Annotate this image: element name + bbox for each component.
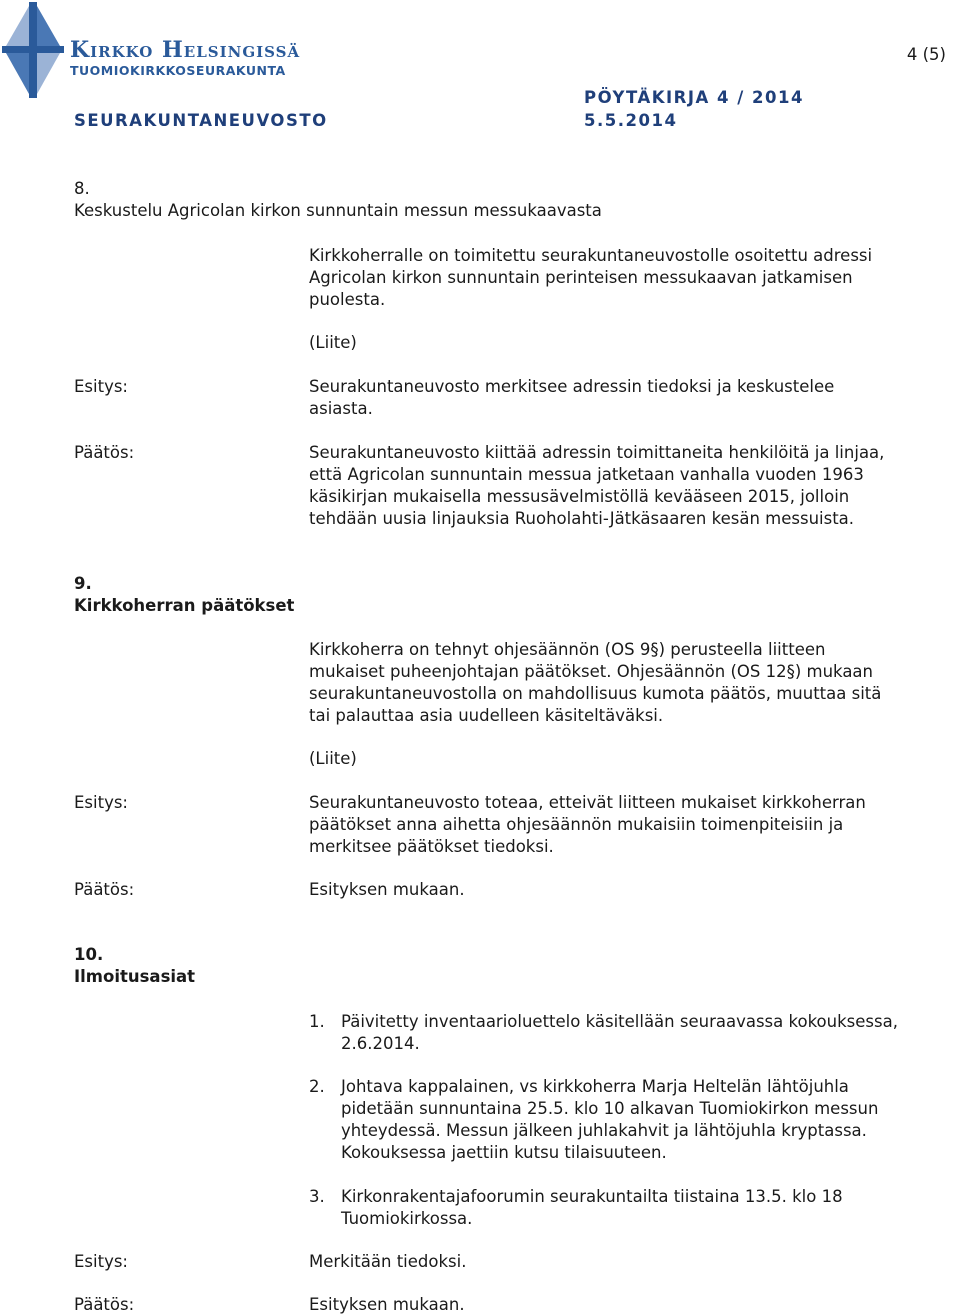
page-number: 4 (5): [906, 45, 946, 64]
section-9-proposal-line: Seurakuntaneuvosto toteaa, etteivät liitteen mukaiset kirkkoherran: [309, 793, 866, 812]
section-8-decision-line: tehdään uusia linjauksia Ruoholahti-Jätkäsaaren kesän messuista.: [309, 509, 855, 528]
section-8-text-line: Kirkkoherralle on toimitettu seurakuntaneuvostolle osoitettu adressi: [309, 246, 873, 265]
council-name: SEURAKUNTANEUVOSTO: [74, 111, 328, 130]
section-8-decision-line: että Agricolan sunnuntain messua jatketaan vanhalla vuoden 1963: [309, 465, 864, 484]
list-item-number: 3.: [309, 1187, 325, 1206]
section-10-decision: Esityksen mukaan.: [309, 1295, 465, 1314]
section-8-decision-line: Seurakuntaneuvosto kiittää adressin toimittaneita henkilöitä ja linjaa,: [309, 443, 885, 462]
section-9-title: Kirkkoherran päätökset: [74, 596, 295, 615]
section-8-decision-label: Päätös:: [74, 443, 135, 462]
section-9-proposal-label: Esitys:: [74, 793, 128, 812]
section-9-proposal-line: päätökset anna aihetta ohjesäännön mukaisiin toimenpiteisiin ja: [309, 815, 844, 834]
section-9-text-line: tai palauttaa asia uudelleen käsiteltäväksi.: [309, 706, 664, 725]
section-10-proposal-label: Esitys:: [74, 1252, 128, 1271]
section-9-text-line: mukaiset puheenjohtajan päätökset. Ohjesäännön (OS 12§) mukaan: [309, 662, 873, 681]
section-9-decision: Esityksen mukaan.: [309, 880, 465, 899]
section-10-proposal: Merkitään tiedoksi.: [309, 1252, 467, 1271]
list-item-number: 1.: [309, 1012, 325, 1031]
section-8-decision-line: käsikirjan mukaisella messusävelmistöllä kevääseen 2015, jolloin: [309, 487, 850, 506]
church-logo-icon: [2, 2, 64, 98]
list-item-line: Johtava kappalainen, vs kirkkoherra Marja Heltelän lähtöjuhla: [341, 1077, 849, 1096]
section-9-proposal-line: merkitsee päätökset tiedoksi.: [309, 837, 554, 856]
section-8-proposal-line: Seurakuntaneuvosto merkitsee adressin tiedoksi ja keskustelee: [309, 377, 835, 396]
list-item-number: 2.: [309, 1077, 325, 1096]
meeting-date: 5.5.2014: [584, 111, 678, 130]
section-9-text-line: seurakuntaneuvostolla on mahdollisuus kumota päätös, muuttaa sitä: [309, 684, 882, 703]
section-8-text-line: Agricolan kirkon sunnuntain perinteisen messukaavan jatkamisen: [309, 268, 853, 287]
section-9-decision-label: Päätös:: [74, 880, 135, 899]
section-8-number: 8.: [74, 179, 90, 198]
section-10-decision-label: Päätös:: [74, 1295, 135, 1314]
list-item-line: Kirkonrakentajafoorumin seurakuntailta tiistaina 13.5. klo 18: [341, 1187, 843, 1206]
section-8-attachment: (Liite): [309, 333, 357, 352]
section-8-proposal-line: asiasta.: [309, 399, 373, 418]
document-type: PÖYTÄKIRJA 4 / 2014: [584, 88, 804, 107]
logo-title: Kirkko Helsingissä: [70, 37, 301, 63]
list-item-line: pidetään sunnuntaina 25.5. klo 10 alkavan Tuomiokirkon messun: [341, 1099, 879, 1118]
list-item-line: Päivitetty inventaarioluettelo käsitellään seuraavassa kokouksessa,: [341, 1012, 898, 1031]
section-9-text-line: Kirkkoherra on tehnyt ohjesäännön (OS 9§) perusteella liitteen: [309, 640, 826, 659]
section-9-number: 9.: [74, 574, 92, 593]
list-item-line: Kokouksessa jaettiin kutsu tilaisuuteen.: [341, 1143, 667, 1162]
section-8-proposal-label: Esitys:: [74, 377, 128, 396]
logo-subtitle: TUOMIOKIRKKOSEURAKUNTA: [70, 63, 286, 78]
section-10-title: Ilmoitusasiat: [74, 967, 196, 986]
section-9-attachment: (Liite): [309, 749, 357, 768]
section-10-number: 10.: [74, 945, 104, 964]
list-item-line: yhteydessä. Messun jälkeen juhlakahvit ja lähtöjuhla kryptassa.: [341, 1121, 867, 1140]
section-8-text-line: puolesta.: [309, 290, 386, 309]
section-8-title: Keskustelu Agricolan kirkon sunnuntain messun messukaavasta: [74, 201, 602, 220]
list-item-line: Tuomiokirkossa.: [341, 1209, 473, 1228]
list-item-line: 2.6.2014.: [341, 1034, 420, 1053]
